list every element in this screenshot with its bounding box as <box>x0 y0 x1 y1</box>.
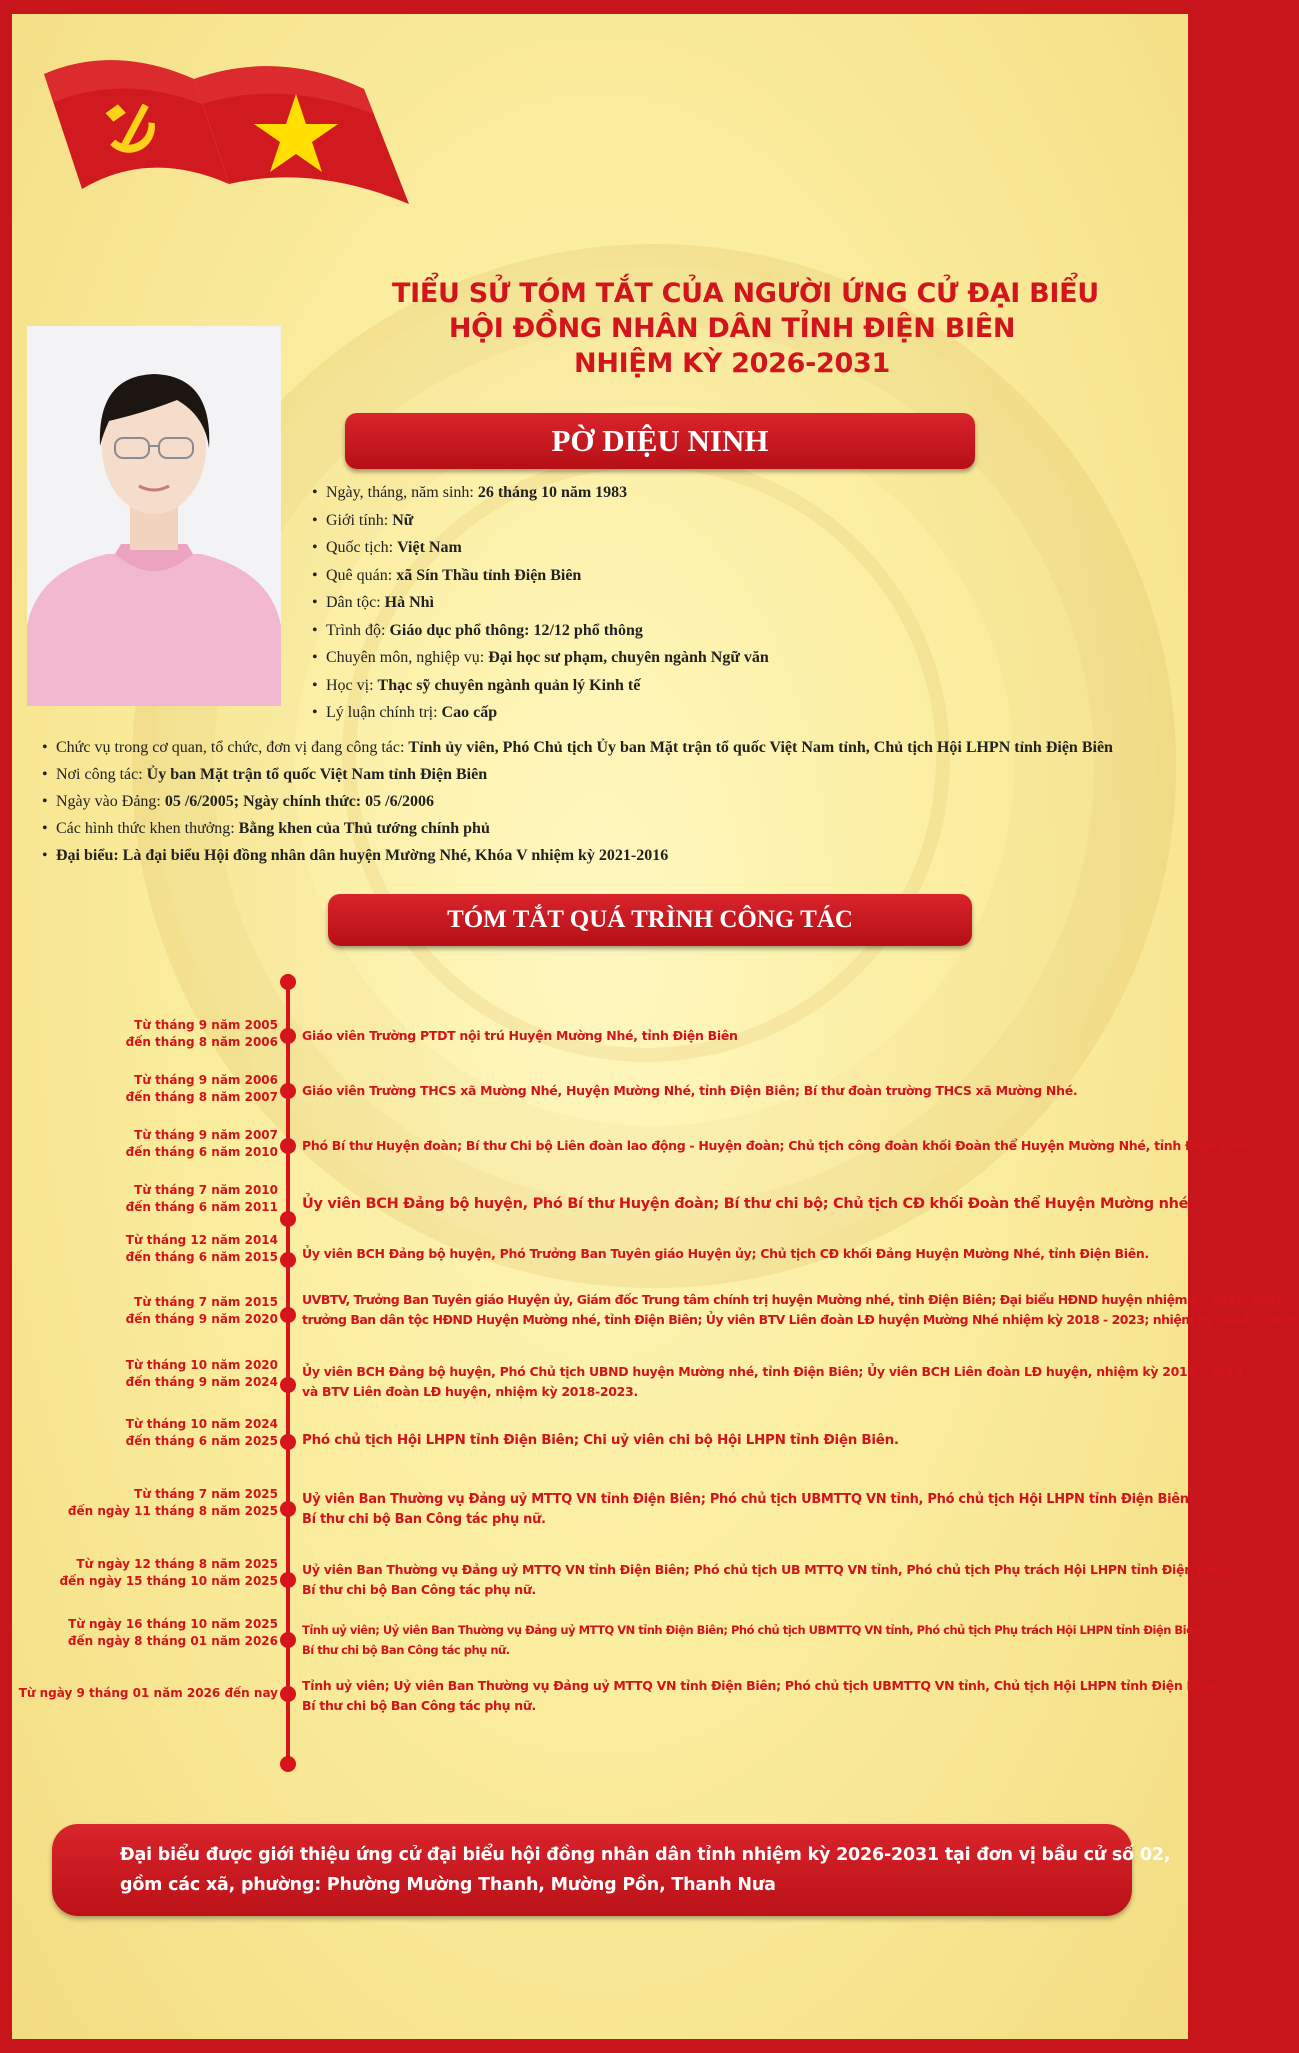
date-line: đến tháng 6 năm 2010 <box>125 1145 278 1159</box>
date-line: Từ ngày 16 tháng 10 năm 2025 <box>68 1617 278 1631</box>
detail-value: Giáo dục phổ thông: 12/12 phổ thông <box>389 621 643 639</box>
detail-label: Các hình thức khen thưởng: <box>56 820 239 837</box>
date-line: Từ tháng 9 năm 2005 <box>134 1018 278 1032</box>
detail-value: Hà Nhì <box>384 594 434 611</box>
date-line: đến tháng 9 năm 2024 <box>125 1375 278 1389</box>
bullet-icon: • <box>42 739 48 756</box>
timeline-dot <box>280 1572 296 1588</box>
timeline-dot <box>280 1211 296 1227</box>
timeline-date <box>0 1416 278 1450</box>
timeline-text <box>302 1081 1182 1101</box>
timeline-dot <box>280 1377 296 1393</box>
detail-label: Ngày vào Đảng: <box>56 793 165 810</box>
timeline-date <box>0 1685 278 1702</box>
timeline-dot <box>280 1686 296 1702</box>
detail-value: 05 /6/2005; Ngày chính thức: 05 /6/2006 <box>164 793 435 810</box>
date-line: Từ tháng 10 năm 2020 <box>125 1358 278 1372</box>
timeline-date <box>0 1556 278 1590</box>
detail-hometown <box>312 562 769 590</box>
date-line: đến tháng 9 năm 2020 <box>125 1312 278 1326</box>
text-line: Phó Bí thư Huyện đoàn; Bí thư Chi bộ Liên đoàn lao động - Huyện đoàn; Chủ tịch công đoàn khối Đoàn thể Huyện Mường Nhé, tỉnh Điện Biên <box>302 1138 1250 1153</box>
detail-label: Nơi công tác: <box>56 766 147 783</box>
candidate-name: PỜ DIỆU NINH <box>345 413 975 469</box>
date-line: đến tháng 6 năm 2025 <box>125 1434 278 1448</box>
timeline-text <box>302 1676 1222 1716</box>
detail-profession <box>312 644 769 672</box>
bullet-icon: • <box>42 820 48 837</box>
detail-label: Chức vụ trong cơ quan, tổ chức, đơn vị đang công tác: <box>56 739 409 756</box>
timeline-text <box>302 1430 1182 1450</box>
text-line: và BTV Liên đoàn LĐ huyện, nhiệm kỳ 2018-2023. <box>302 1384 638 1399</box>
detail-value: Bằng khen của Thủ tướng chính phủ <box>238 820 490 837</box>
timeline-dot <box>280 1083 296 1099</box>
poster <box>12 14 1299 2039</box>
detail-political-theory <box>312 699 769 727</box>
detail-value: Là đại biểu Hội đồng nhân dân huyện Mường Nhé, Khóa V nhiệm kỳ 2021-2016 <box>122 847 669 864</box>
timeline-text <box>302 1026 1182 1046</box>
text-line: Uỷ viên Ban Thường vụ Đảng uỷ MTTQ VN tỉnh Điện Biên; Phó chủ tịch UB MTTQ VN tỉnh, Phó chủ tịch Phụ trách Hội LHPN tỉnh Điện Biên; <box>302 1562 1232 1577</box>
detail-gender <box>312 507 769 535</box>
national-flag-icon <box>194 66 409 204</box>
bullet-icon: • <box>312 511 318 529</box>
timeline-date <box>0 1127 278 1161</box>
bullet-icon: • <box>312 649 318 666</box>
text-line: Bí thư chi bộ Ban Công tác phụ nữ. <box>302 1698 536 1713</box>
timeline-dot <box>280 1138 296 1154</box>
date-line: Từ tháng 7 năm 2015 <box>134 1295 278 1309</box>
detail-value: xã Sín Thầu tỉnh Điện Biên <box>396 566 582 584</box>
date-line: đến ngày 8 tháng 01 năm 2026 <box>67 1634 278 1648</box>
detail-value: Nữ <box>392 511 414 529</box>
text-line: Phó chủ tịch Hội LHPN tỉnh Điện Biên; Chi uỷ viên chi bộ Hội LHPN tỉnh Điện Biên. <box>302 1432 899 1448</box>
date-line: đến tháng 8 năm 2006 <box>125 1035 278 1049</box>
text-line: Giáo viên Trường PTDT nội trú Huyện Mường Nhé, tỉnh Điện Biên <box>302 1028 738 1043</box>
date-line: đến tháng 8 năm 2007 <box>125 1090 278 1104</box>
date-line: Từ tháng 9 năm 2007 <box>134 1128 278 1142</box>
detail-degree <box>312 672 769 700</box>
text-line: Bí thư chi bộ Ban Công tác phụ nữ. <box>302 1582 536 1597</box>
text-line: Tỉnh uỷ viên; Uỷ viên Ban Thường vụ Đảng uỷ MTTQ VN tỉnh Điện Biên; Phó chủ tịch UBMTTQ VN tỉnh, Phó chủ tịch Phụ trách Hội LHPN tỉnh Điện Biên; <box>302 1623 1206 1637</box>
footer-line: Đại biểu được giới thiệu ứng cử đại biểu hội đồng nhân dân tỉnh nhiệm kỳ 2026-2031 tại đơn vị bầu cử số 02, <box>120 1845 1171 1865</box>
bullet-icon: • <box>42 766 48 783</box>
date-line: Từ tháng 7 năm 2025 <box>134 1487 278 1501</box>
bullet-icon: • <box>312 621 318 639</box>
detail-label: Quê quán: <box>326 566 397 584</box>
footer-line: gồm các xã, phường: Phường Mường Thanh, Mường Pồn, Thanh Nưa <box>120 1875 776 1895</box>
timeline-date <box>0 1232 278 1266</box>
date-line: đến tháng 6 năm 2015 <box>125 1250 278 1264</box>
timeline-dot <box>280 1252 296 1268</box>
candidate-photo <box>27 326 281 706</box>
timeline-text <box>302 1490 1194 1530</box>
timeline-end-dot <box>280 1756 296 1772</box>
date-line: Từ tháng 10 năm 2024 <box>125 1417 278 1431</box>
timeline-date <box>0 1357 278 1391</box>
timeline-text <box>302 1194 1189 1214</box>
timeline-dot <box>280 1632 296 1648</box>
detail-label: Giới tính: <box>326 511 393 529</box>
date-line: Từ tháng 12 năm 2014 <box>125 1233 278 1247</box>
timeline-dot <box>280 1434 296 1450</box>
timeline-date <box>0 1182 278 1216</box>
flags-graphic <box>24 34 424 224</box>
timeline-date <box>0 1017 278 1051</box>
work-details <box>42 738 1182 873</box>
date-line: đến tháng 6 năm 2011 <box>125 1200 278 1214</box>
text-line: Ủy viên BCH Đảng bộ huyện, Phó Trưởng Ban Tuyên giáo Huyện ủy; Chủ tịch CĐ khối Đảng Huyện Mường Nhé, tỉnh Điện Biên. <box>302 1246 1149 1261</box>
bullet-icon: • <box>312 484 318 501</box>
timeline-date <box>0 1072 278 1106</box>
date-line: đến ngày 11 tháng 8 năm 2025 <box>67 1504 278 1518</box>
timeline-text <box>302 1244 1182 1264</box>
date-line: Từ tháng 9 năm 2006 <box>134 1073 278 1087</box>
bullet-icon: • <box>42 847 48 864</box>
timeline-dot <box>280 1501 296 1517</box>
bullet-icon: • <box>312 566 318 584</box>
title-line: HỘI ĐỒNG NHÂN DÂN TỈNH ĐIỆN BIÊN <box>448 313 1016 344</box>
personal-details <box>312 479 769 727</box>
text-line: Tỉnh uỷ viên; Uỷ viên Ban Thường vụ Đảng uỷ MTTQ VN tỉnh Điện Biên; Phó chủ tịch UBMTTQ VN tỉnh, Chủ tịch Hội LHPN tỉnh Điện Biên; <box>302 1678 1222 1693</box>
detail-workplace <box>42 765 1182 785</box>
detail-delegate <box>42 846 1182 866</box>
timeline-text <box>302 1560 1232 1600</box>
timeline-dot <box>280 1028 296 1044</box>
timeline-start-dot <box>280 974 296 990</box>
text-line: Giáo viên Trường THCS xã Mường Nhé, Huyện Mường Nhé, tỉnh Điện Biên; Bí thư đoàn trường THCS xã Mường Nhé. <box>302 1083 1078 1098</box>
timeline-dot <box>280 1307 296 1323</box>
detail-label: Quốc tịch: <box>326 539 398 556</box>
timeline-date <box>0 1486 278 1520</box>
date-line: Từ tháng 7 năm 2010 <box>134 1183 278 1197</box>
timeline-title: TÓM TẮT QUÁ TRÌNH CÔNG TÁC <box>328 894 972 946</box>
text-line: UVBTV, Trưởng Ban Tuyên giáo Huyện ủy, Giám đốc Trung tâm chính trị huyện Mường nhé, tỉnh Điện Biên; Đại biểu HĐND huyện nhiệm kỳ 2021- 2026, <box>302 1292 1289 1307</box>
detail-label: Dân tộc: <box>326 594 385 611</box>
detail-value: Ủy ban Mặt trận tổ quốc Việt Nam tỉnh Điện Biên <box>146 766 488 783</box>
bullet-icon: • <box>312 704 318 721</box>
detail-label: Chuyên môn, nghiệp vụ: <box>326 649 489 666</box>
date-line: đến ngày 15 tháng 10 năm 2025 <box>59 1574 278 1588</box>
text-line: Bí thư chi bộ Ban Công tác phụ nữ. <box>302 1512 546 1527</box>
text-line: trưởng Ban dân tộc HĐND Huyện Mường nhé, tỉnh Điện Biên; Ủy viên BTV Liên đoàn LĐ huyện Mường Nhé nhiệm kỳ 2018 - 2023; nhiệm kỳ 2024 - 2029. <box>302 1312 1299 1327</box>
detail-label: Đại biểu: <box>56 847 123 864</box>
date-line: Từ ngày 9 tháng 01 năm 2026 đến nay <box>18 1686 278 1700</box>
timeline-text <box>302 1362 1243 1402</box>
bullet-icon: • <box>312 594 318 611</box>
detail-nationality <box>312 534 769 562</box>
timeline-text <box>302 1620 1206 1660</box>
timeline-date <box>0 1616 278 1650</box>
detail-label: Ngày, tháng, năm sinh: <box>326 484 478 501</box>
detail-label: Học vị: <box>326 676 378 694</box>
timeline-text <box>302 1136 1250 1156</box>
detail-party-join <box>42 792 1182 812</box>
text-line: Bí thư chi bộ Ban Công tác phụ nữ. <box>302 1643 510 1657</box>
detail-ethnicity <box>312 589 769 617</box>
detail-value: Đại học sư phạm, chuyên ngành Ngữ văn <box>488 649 769 666</box>
detail-value: Tỉnh ủy viên, Phó Chủ tịch Ủy ban Mặt trận tổ quốc Việt Nam tỉnh, Chủ tịch Hội LHPN tỉnh Điện Biên <box>408 739 1113 756</box>
detail-birthdate <box>312 479 769 507</box>
detail-education <box>312 617 769 645</box>
text-line: Ủy viên BCH Đảng bộ huyện, Phó Chủ tịch UBND huyện Mường nhé, tỉnh Điện Biên; Ủy viên BCH Liên đoàn LĐ huyện, nhiệm kỳ 2013 - 2018 <box>302 1364 1243 1379</box>
detail-value: 26 tháng 10 năm 1983 <box>477 484 628 501</box>
bullet-icon: • <box>312 676 318 694</box>
detail-label: Lý luận chính trị: <box>326 704 442 721</box>
timeline-text <box>302 1290 1299 1330</box>
page-title <box>392 276 1099 381</box>
title-line: TIỂU SỬ TÓM TẮT CỦA NGƯỜI ỨNG CỬ ĐẠI BIỂU <box>392 278 1099 309</box>
detail-position <box>42 738 1182 758</box>
text-line: Uỷ viên Ban Thường vụ Đảng uỷ MTTQ VN tỉnh Điện Biên; Phó chủ tịch UBMTTQ VN tỉnh, Phó chủ tịch Hội LHPN tỉnh Điện Biên; <box>302 1492 1194 1507</box>
detail-value: Thạc sỹ chuyên ngành quản lý Kinh tế <box>377 676 641 694</box>
detail-label: Trình độ: <box>326 621 390 639</box>
bullet-icon: • <box>42 793 48 810</box>
detail-value: Việt Nam <box>397 539 462 556</box>
detail-awards <box>42 819 1182 839</box>
date-line: Từ ngày 12 tháng 8 năm 2025 <box>76 1557 278 1571</box>
text-line: Ủy viên BCH Đảng bộ huyện, Phó Bí thư Huyện đoàn; Bí thư chi bộ; Chủ tịch CĐ khối Đoàn thể Huyện Mường nhé <box>302 1196 1189 1212</box>
bullet-icon: • <box>312 539 318 556</box>
timeline-date <box>0 1294 278 1328</box>
detail-value: Cao cấp <box>441 704 498 721</box>
constituency-note <box>52 1824 1171 1916</box>
portrait-image <box>27 326 281 706</box>
title-line: NHIỆM KỲ 2026-2031 <box>574 348 890 379</box>
